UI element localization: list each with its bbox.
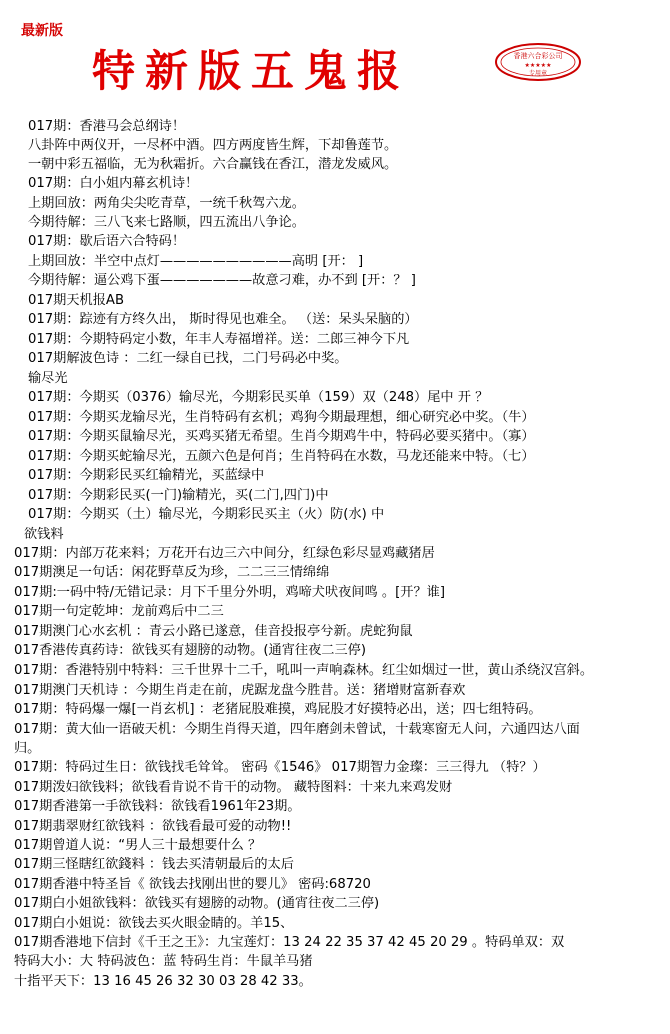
text-line: 特码大小：大 特码波色：蓝 特码生肖：牛鼠羊马猪	[14, 954, 313, 969]
text-line: 017期澳足一句话：闲花野草反为珍，二二三三情绵绵	[14, 565, 330, 580]
text-line: 017期翡翠财红欲钱料 ：欲钱看最可爱的动物!!	[14, 819, 292, 834]
text-line: 017期：白小姐内幕玄机诗！	[28, 176, 199, 191]
text-line: 输尽光	[28, 371, 68, 386]
text-line: 017期曾道人说：“男人三十最想要什么 ？	[14, 838, 262, 853]
text-line: 一朝中彩五福临，无为秋霜折。六合赢钱在香江，潜龙发威风。	[28, 157, 398, 172]
text-line: 017香港传真药诗：欲钱买有翅膀的动物。(通宵往夜二三停)	[14, 643, 366, 658]
text-line: 017期泼妇欲钱料；欲钱看肯说不肯干的动物。 藏特图料：十来九来鸡发财	[14, 780, 453, 795]
text-line: 今期待解：逼公鸡下蛋———————故意刁难，办不到 [开：？ ]	[28, 273, 416, 288]
text-line: 017期：踪迹有方终久出， 斯时得见也难全。 （送：呆头呆脑的）	[28, 312, 418, 327]
text-line: 017期：今期买蛇输尽光，五颜六色是何肖；生肖特码在水数，马龙还能来中特。（七）	[28, 449, 535, 464]
latest-version-badge: 最新版	[21, 23, 63, 39]
company-seal	[494, 42, 582, 82]
text-line: 上期回放：半空中点灯——————————高明 [开： ]	[28, 254, 364, 269]
text-line: 十指平天下：13 16 45 26 32 30 03 28 42 33。	[14, 974, 312, 989]
text-line: 017期：香港特别中特料：三千世界十二千，吼叫一声响森林。红尘如烟过一世，黄山杀绕汉宫斜。	[14, 663, 594, 678]
seal-text-top: 香港六合彩公司	[513, 52, 563, 60]
text-line: 017期澳门心水玄机 ：青云小路已遂意，佳音投报亭兮新。虎蛇狗鼠	[14, 624, 413, 639]
text-line: 017期一句定乾坤：龙前鸡后中二三	[14, 604, 224, 619]
seal-text-bottom: 专用章	[528, 70, 548, 77]
text-line: 017期：黄大仙一语破天机：今期生肖得天道，四年磨剑未曾试，十载寒窗无人问，六通四达八面	[14, 722, 580, 737]
text-line: 017期：今期买（土）输尽光，今期彩民买主（火）防(水) 中	[28, 507, 385, 522]
text-line: 017期香港地下信封《千王之王》：九宝莲灯：13 24 22 35 37 42 45 20 29 。特码单双：双	[14, 935, 565, 950]
text-line: 017期：香港马会总纲诗！	[28, 119, 186, 134]
seal-stars: ★★★★★	[524, 62, 552, 69]
text-line: 017期：今期买（0376）输尽光，今期彩民买单（159）双（248）尾中 开 ？	[28, 390, 489, 405]
text-line: 017期澳门天机诗 ：今期生肖走在前，虎踞龙盘今胜昔。送：猪增财富新春欢	[14, 683, 466, 698]
text-line: 017期：特码爆一爆[一肖玄机] ：老猪屁股难摸，鸡屁股才好摸特必出，送；四七组特码。	[14, 702, 542, 717]
text-line: 017期：特码过生日：欲钱找毛耸耸。 密码《1546》 017期智力金璨：三三得九 （特？）	[14, 760, 546, 775]
text-line: 八卦阵中两仪开，一尽杯中酒。四方两度皆生辉，下却鲁莲节。	[28, 138, 398, 153]
text-line: 017期：今期彩民买红输精光，买蓝绿中	[28, 468, 265, 483]
text-line: 017期:一码中特/无错记录：月下千里分外明，鸡啼犬吠夜间鸣 。[开？谁]	[14, 585, 445, 600]
text-line: 017期：今期买龙输尽光，生肖特码有玄机；鸡狗今期最理想，细心研究必中奖。（牛）	[28, 410, 535, 425]
text-line: 欲钱料	[24, 527, 64, 542]
text-line: 017期解波色诗 ：二红一绿自已找，二门号码必中奖。	[28, 351, 348, 366]
text-line: 017期白小姐说：欲钱去买火眼金睛的。羊15、	[14, 916, 294, 931]
text-line: 017期香港第一手欲钱料：欲钱看1961年23期。	[14, 799, 301, 814]
text-line: 017期：今期彩民买(一门)输精光，买(二门,四门)中	[28, 488, 329, 503]
page-title: 特新版五鬼报	[92, 47, 410, 97]
text-line: 017期：今期买鼠输尽光，买鸡买猪无希望。生肖今期鸡牛中，特码必要买猪中。（寡）	[28, 429, 535, 444]
text-line: 017期香港中特圣旨《 欲钱去找刚出世的婴儿》 密码:68720	[14, 877, 371, 892]
text-line: 017期：今期特码定小数，年丰人寿福增祥。送：二郎三神今下凡	[28, 332, 410, 347]
text-line: 017期：歇后语六合特码！	[28, 234, 186, 249]
text-line: 017期白小姐欲钱料：欲钱买有翅膀的动物。(通宵往夜二三停)	[14, 896, 380, 911]
text-line: 017期：内部万花来料；万花开右边三六中间分，红绿色彩尽显鸡藏猪居	[14, 546, 435, 561]
text-line: 017期三怪瞎红欲錢料 ：钱去买清朝最后的太后	[14, 857, 294, 872]
text-line: 017期天机报AB	[28, 293, 124, 308]
text-line: 今期待解：三八飞来七路顺，四五流出八争论。	[28, 215, 305, 230]
text-line: 归。	[14, 741, 41, 756]
text-line: 上期回放：两角尖尖吃青草，一统千秋驾六龙。	[28, 196, 305, 211]
